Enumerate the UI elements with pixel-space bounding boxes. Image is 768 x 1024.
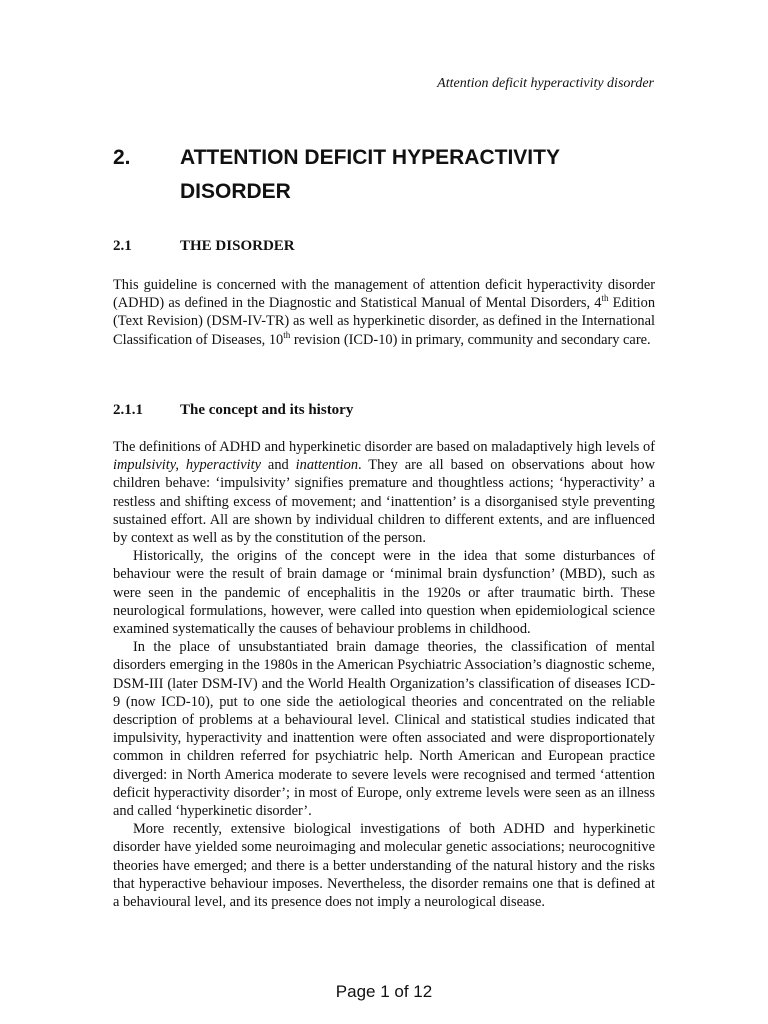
intro-superscript-1: th: [601, 293, 609, 304]
subsection-heading: [113, 402, 353, 419]
body-text: [113, 438, 655, 911]
intro-paragraph: [113, 276, 655, 349]
subsection-title: The concept and its history: [180, 402, 354, 418]
paragraph-definitions: [113, 438, 655, 547]
subsection-number: 2.1.1: [113, 402, 143, 418]
paragraph-recent: More recently, extensive biological investigations of both ADHD and hyperkinetic disorder have yielded some neuroimaging and molecular genetic associations; neurocognitive theories have emerged; and there is a better understanding of the natural history and the risks that hyperactive behaviour imposes. Nevertheless, the disorder remains one that is defined at a behavioural level, and its presence does not imply a neurological disease.: [113, 821, 655, 911]
paragraph-classification: In the place of unsubstantiated brain damage theories, the classification of mental disorders emerging in the 1980s in the American Psychiatric Association’s diagnostic scheme, DSM-III (later DSM-IV) and the World Health Organization’s classification of diseases ICD-9 (now ICD-10), put to one side the aetiological theories and concentrated on the reliable description of problems at a behavioural level. Clinical and statistical studies indicated that impulsivity, hyperactivity and inattention were often associated and were disproportionately common in children referred for psychiatric help. North American and European practice diverged: in North America moderate to severe levels were recognised and termed ‘attention deficit hyperactivity disorder’; in most of Europe, only extreme levels were seen as an illness and called ‘hyperkinetic disorder’.: [113, 639, 655, 820]
section-number: 2.1: [113, 238, 132, 254]
intro-text-1: This guideline is concerned with the management of attention deficit hyperactivity disorder (ADHD) as defined in the Diagnostic and Statistical Manual of Mental Disorders, 4: [113, 277, 655, 312]
intro-superscript-2: th: [283, 329, 291, 340]
definitions-text-c: . They are all based on observations about how children behave: ‘impulsivity’ signifies premature and thoughtless actions; ‘hyperactivity’ a restless and shifting excess of movement; and ‘inattention’ is a disorganised style preventing sustained effort. All are shown by individual children to different extents, and are influenced by context as well as by the constitution of the person.: [113, 457, 655, 547]
section-heading: [113, 238, 295, 255]
paragraph-history: Historically, the origins of the concept were in the idea that some disturbances of behaviour were the result of brain damage or ‘minimal brain dysfunction’ (MBD), such as were seen in the pandemic of encephalitis in the 1920s or after traumatic birth. These neurological formulations, however, were called into question when epidemiological science examined systematically the causes of behaviour problems in childhood.: [113, 548, 655, 638]
intro-text-2: Edition (Text Revision) (DSM-IV-TR) as well as hyperkinetic disorder, as defined in the International Classification of Diseases, 10: [113, 295, 656, 348]
running-head: Attention deficit hyperactivity disorder: [437, 76, 654, 91]
chapter-number: 2.: [113, 146, 131, 169]
chapter-heading: [113, 141, 673, 209]
chapter-title: ATTENTION DEFICIT HYPERACTIVITY DISORDER: [180, 146, 560, 203]
intro-text-3: revision (ICD-10) in primary, community and secondary care.: [290, 331, 651, 348]
page-number: Page 1 of 12: [335, 982, 433, 1001]
definitions-text-b: and: [261, 457, 296, 474]
definitions-emphasis-2: inattention: [295, 457, 359, 474]
section-title: THE DISORDER: [180, 238, 295, 254]
definitions-text-a: The definitions of ADHD and hyperkinetic disorder are based on maladaptively high levels of: [113, 439, 655, 455]
definitions-emphasis-1: impulsivity, hyperactivity: [113, 457, 261, 474]
